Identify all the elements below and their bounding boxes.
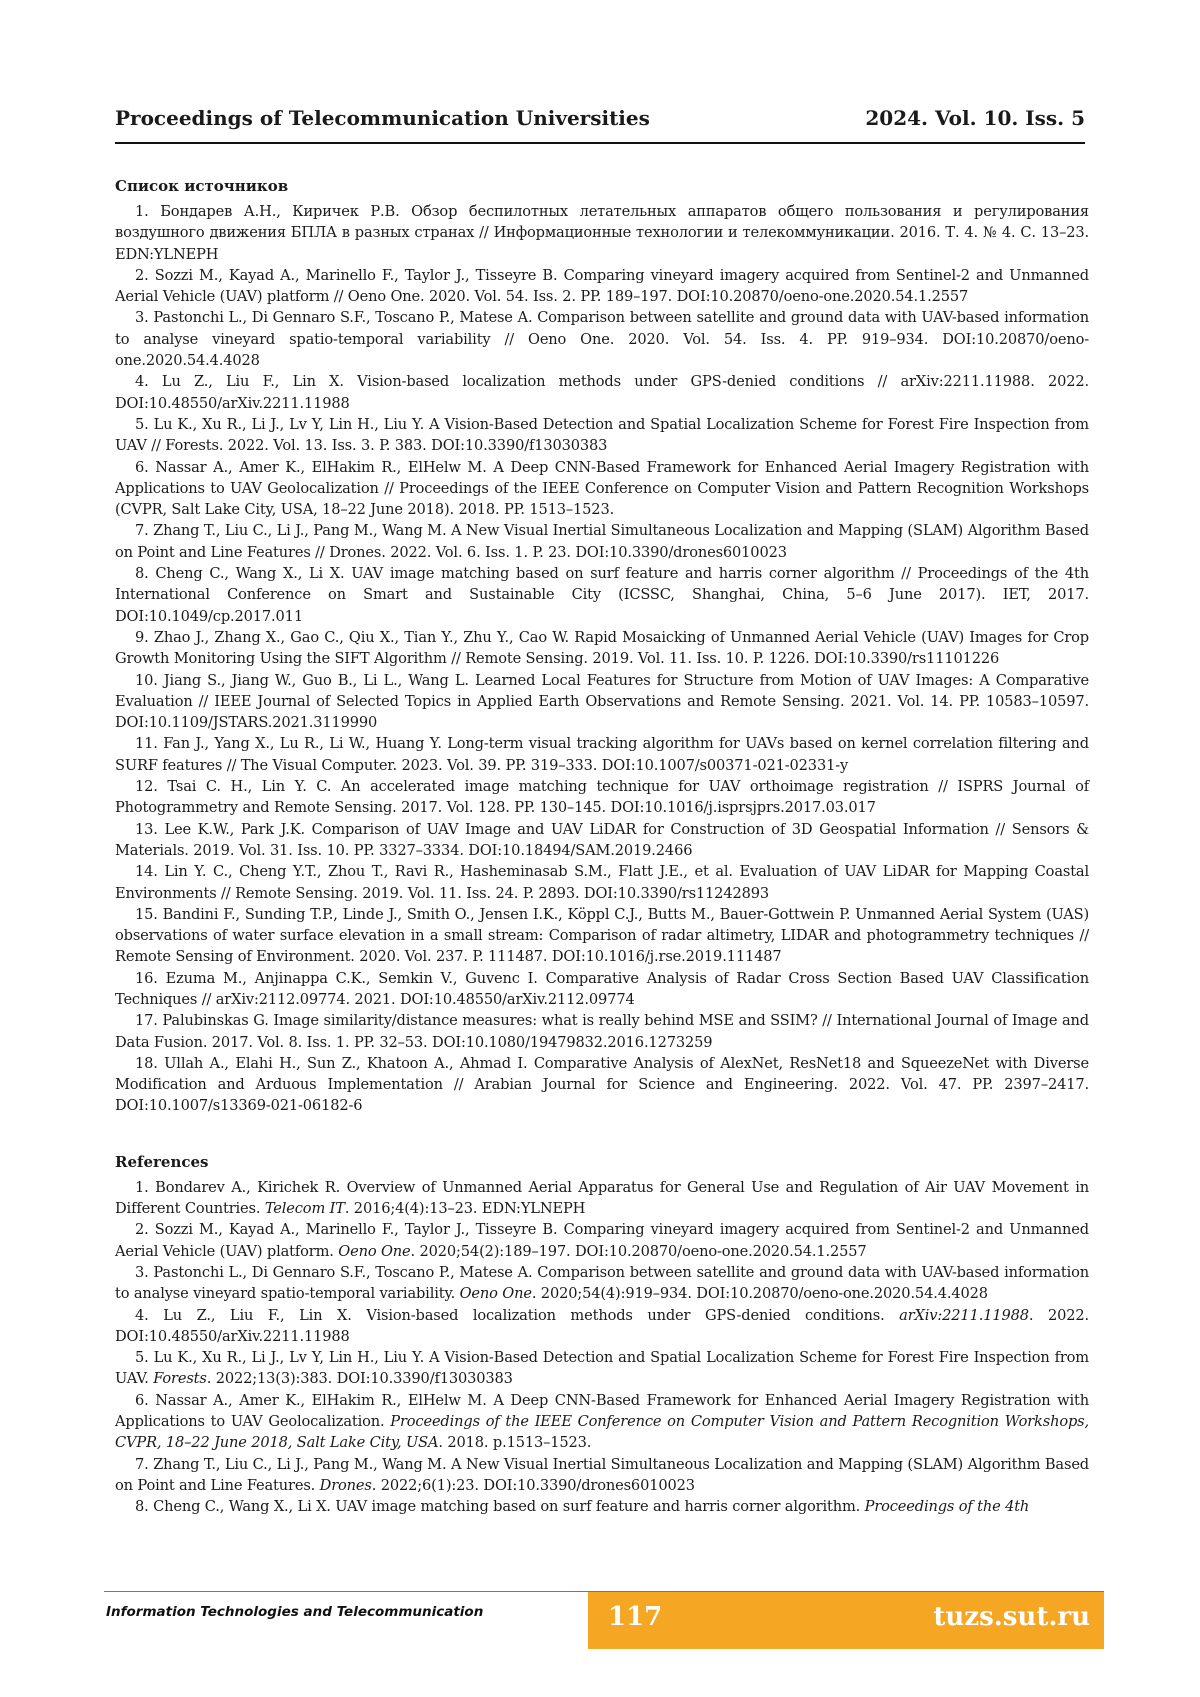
en-reference-text: 2. Sozzi M., Kayad A., Marinello F., Taylor J., Tisseyre B. Comparing vineyard imagery acquired from Sentinel-2 and Unmanned Aerial Vehicle (UAV) platform.: [115, 1221, 1089, 1260]
en-reference-item: [115, 1496, 1089, 1517]
ru-reference-item: 17. Palubinskas G. Image similarity/distance measures: what is really behind MSE and SSIM? // International Journal of Image and Data Fusion. 2017. Vol. 8. Iss. 1. PP. 32–53. DOI:10.1080/19479832.2016.1273259: [115, 1012, 1089, 1051]
main-content: [115, 176, 1089, 1518]
ru-reference-item: 13. Lee K.W., Park J.K. Comparison of UAV Image and UAV LiDAR for Construction of 3D Geospatial Information // Sensors & Materials. 2019. Vol. 31. Iss. 10. PP. 3327–3334. DOI:10.18494/SAM.2019.2466: [115, 820, 1089, 859]
en-reference-item: [115, 1347, 1089, 1390]
issue-info: 2024. Vol. 10. Iss. 5: [865, 106, 1085, 130]
en-reference-item: [115, 1219, 1089, 1262]
en-reference-text: 7. Zhang T., Liu C., Li J., Pang M., Wang M. A New Visual Inertial Simultaneous Localization and Mapping (SLAM) Algorithm Based on Point and Line Features.: [115, 1455, 1089, 1494]
en-reference-source: Oeno One: [338, 1242, 411, 1260]
en-reference-item: [115, 1454, 1089, 1497]
footer-website: tuzs.sut.ru: [933, 1602, 1090, 1632]
en-reference-source: Forests: [153, 1370, 207, 1388]
en-reference-text: . 2022;6(1):23. DOI:10.3390/drones6010023: [371, 1476, 695, 1494]
page-header: [115, 106, 1085, 144]
ru-reference-item: 14. Lin Y. C., Cheng Y.T., Zhou T., Ravi R., Hasheminasab S.M., Flatt J.E., et al. Evaluation of UAV LiDAR for Mapping Coastal Environments // Remote Sensing. 2019. Vol. 11. Iss. 24. P. 2893. DOI:10.3390/rs11242893: [115, 863, 1089, 902]
en-reference-text: . 2022;13(3):383. DOI:10.3390/f13030383: [206, 1370, 513, 1388]
en-reference-text: 6. Nassar A., Amer K., ElHakim R., ElHelw M. A Deep CNN-Based Framework for Enhanced Aerial Imagery Registration with Applications to UAV Geolocalization.: [115, 1391, 1089, 1431]
ru-reference-item: 3. Pastonchi L., Di Gennaro S.F., Toscano P., Matese A. Comparison between satellite and ground data with UAV-based information to analyse vineyard spatio-temporal variability // Oeno One. 2020. Vol. 54. Iss. 4. PP. 919–934. DOI:10.20870/oeno-one.2020.54.4.4028: [115, 309, 1089, 370]
ru-reference-item: 15. Bandini F., Sunding T.P., Linde J., Smith O., Jensen I.K., Köppl C.J., Butts M., Bauer-Gottwein P. Unmanned Aerial System (UAS) observations of water surface elevation in a small stream: Comparison of radar altimetry, LIDAR and photogrammetry techniques // Remote Sensing of Environment. 2020. Vol. 237. P. 111487. DOI:10.1016/j.rse.2019.111487: [115, 905, 1089, 966]
ru-reference-item: 9. Zhao J., Zhang X., Gao C., Qiu X., Tian Y., Zhu Y., Cao W. Rapid Mosaicking of Unmanned Aerial Vehicle (UAV) Images for Crop Growth Monitoring Using the SIFT Algorithm // Remote Sensing. 2019. Vol. 11. Iss. 10. P. 1226. DOI:10.3390/rs11101226: [115, 628, 1089, 668]
en-reference-source: Proceedings of the 4th: [864, 1498, 1030, 1516]
en-section-title: References: [115, 1152, 209, 1171]
ru-section-title: Список источников: [115, 177, 289, 195]
ru-reference-item: 12. Tsai C. H., Lin Y. C. An accelerated image matching technique for UAV orthoimage registration // ISPRS Journal of Photogrammetry and Remote Sensing. 2017. Vol. 128. PP. 130–145. DOI:10.1016/j.isprsjprs.2017.03.017: [115, 778, 1089, 817]
en-reference-text: . 2020;54(2):189–197. DOI:10.20870/oeno-one.2020.54.1.2557: [410, 1242, 867, 1260]
journal-title: Proceedings of Telecommunication Universities: [115, 106, 650, 130]
en-reference-source: Telecom IT: [264, 1200, 345, 1218]
ru-reference-item: 6. Nassar A., Amer K., ElHakim R., ElHelw M. A Deep CNN-Based Framework for Enhanced Aerial Imagery Registration with Applications to UAV Geolocalization // Proceedings of the IEEE Conference on Computer Vision and Pattern Recognition Workshops (CVPR, Salt Lake City, USA, 18–22 June 2018). 2018. PP. 1513–1523.: [115, 458, 1089, 519]
en-reference-source: Oeno One: [459, 1285, 532, 1303]
en-reference-item: [115, 1177, 1089, 1220]
en-reference-text: 3. Pastonchi L., Di Gennaro S.F., Toscano P., Matese A. Comparison between satellite and ground data with UAV-based information to analyse vineyard spatio-temporal variability.: [115, 1263, 1089, 1303]
ru-reference-item: 16. Ezuma M., Anjinappa C.K., Semkin V., Guvenc I. Comparative Analysis of Radar Cross Section Based UAV Classification Techniques // arXiv:2112.09774. 2021. DOI:10.48550/arXiv.2112.09774: [115, 969, 1089, 1008]
ru-reference-item: 1. Бондарев А.Н., Киричек Р.В. Обзор беспилотных летательных аппаратов общего пользования и регулирования воздушного движения БПЛА в разных странах // Информационные технологии и телекоммуникации. 2016. Т. 4. № 4. С. 13–23. EDN:YLNEPH: [115, 203, 1089, 263]
en-reference-text: . 2022. DOI:10.48550/arXiv.2211.11988: [115, 1306, 1089, 1345]
footer-journal-name: Information Technologies and Telecommunication: [106, 1604, 484, 1620]
en-reference-source: Drones: [319, 1476, 372, 1494]
en-reference-item: [115, 1305, 1089, 1348]
en-reference-text: 5. Lu K., Xu R., Li J., Lv Y, Lin H., Liu Y. A Vision-Based Detection and Spatial Localization Scheme for Forest Fire Inspection from UAV.: [115, 1349, 1089, 1388]
ru-reference-item: 10. Jiang S., Jiang W., Guo B., Li L., Wang L. Learned Local Features for Structure from Motion of UAV Images: A Comparative Evaluation // IEEE Journal of Selected Topics in Applied Earth Observations and Remote Sensing. 2021. Vol. 14. PP. 10583–10597. DOI:10.1109/JSTARS.2021.3119990: [115, 671, 1089, 732]
en-reference-text: . 2020;54(4):919–934. DOI:10.20870/oeno-one.2020.54.4.4028: [531, 1285, 988, 1303]
ru-reference-item: 18. Ullah A., Elahi H., Sun Z., Khatoon A., Ahmad I. Comparative Analysis of AlexNet, ResNet18 and SqueezeNet with Diverse Modification and Arduous Implementation // Arabian Journal for Science and Engineering. 2022. Vol. 47. PP. 2397–2417. DOI:10.1007/s13369-021-06182-6: [115, 1054, 1089, 1115]
en-reference-list: [115, 1177, 1089, 1518]
en-reference-text: . 2016;4(4):13–23. EDN:YLNEPH: [344, 1200, 586, 1218]
page-number: 117: [608, 1602, 663, 1632]
ru-reference-item: 4. Lu Z., Liu F., Lin X. Vision-based localization methods under GPS-denied conditions // arXiv:2211.11988. 2022. DOI:10.48550/arXiv.2211.11988: [115, 373, 1089, 412]
ru-reference-list: [115, 201, 1089, 1117]
ru-reference-item: 5. Lu K., Xu R., Li J., Lv Y, Lin H., Liu Y. A Vision-Based Detection and Spatial Localization Scheme for Forest Fire Inspection from UAV // Forests. 2022. Vol. 13. Iss. 3. P. 383. DOI:10.3390/f13030383: [115, 415, 1089, 455]
en-reference-text: 1. Bondarev A., Kirichek R. Overview of Unmanned Aerial Apparatus for General Use and Regulation of Air UAV Movement in Different Countries.: [115, 1178, 1089, 1218]
en-reference-source: Proceedings of the IEEE Conference on Computer Vision and Pattern Recognition Workshops, CVPR, 18–22 June 2018, Salt Lake City, USA: [115, 1413, 1089, 1452]
ru-reference-item: 11. Fan J., Yang X., Lu R., Li W., Huang Y. Long-term visual tracking algorithm for UAVs based on kernel correlation filtering and SURF features // The Visual Computer. 2023. Vol. 39. PP. 319–333. DOI:10.1007/s00371-021-02331-y: [115, 735, 1089, 774]
ru-reference-item: 7. Zhang T., Liu C., Li J., Pang M., Wang M. A New Visual Inertial Simultaneous Localization and Mapping (SLAM) Algorithm Based on Point and Line Features // Drones. 2022. Vol. 6. Iss. 1. P. 23. DOI:10.3390/drones6010023: [115, 522, 1089, 561]
ru-reference-item: 8. Cheng C., Wang X., Li X. UAV image matching based on surf feature and harris corner algorithm // Proceedings of the 4th International Conference on Smart and Sustainable City (ICSSC, Shanghai, China, 5–6 June 2017). IET, 2017. DOI:10.1049/cp.2017.011: [115, 565, 1089, 625]
en-reference-source: arXiv:2211.11988: [899, 1306, 1029, 1324]
en-reference-text: 4. Lu Z., Liu F., Lin X. Vision-based localization methods under GPS-denied conditions.: [135, 1306, 900, 1324]
en-reference-text: . 2018. p.1513–1523.: [438, 1434, 592, 1452]
en-reference-text: 8. Cheng C., Wang X., Li X. UAV image matching based on surf feature and harris corner algorithm.: [135, 1498, 865, 1516]
ru-reference-item: 2. Sozzi M., Kayad A., Marinello F., Taylor J., Tisseyre B. Comparing vineyard imagery acquired from Sentinel-2 and Unmanned Aerial Vehicle (UAV) platform // Oeno One. 2020. Vol. 54. Iss. 2. PP. 189–197. DOI:10.20870/oeno-one.2020.54.1.2557: [115, 266, 1089, 306]
en-reference-item: [115, 1390, 1089, 1454]
en-reference-item: [115, 1262, 1089, 1305]
